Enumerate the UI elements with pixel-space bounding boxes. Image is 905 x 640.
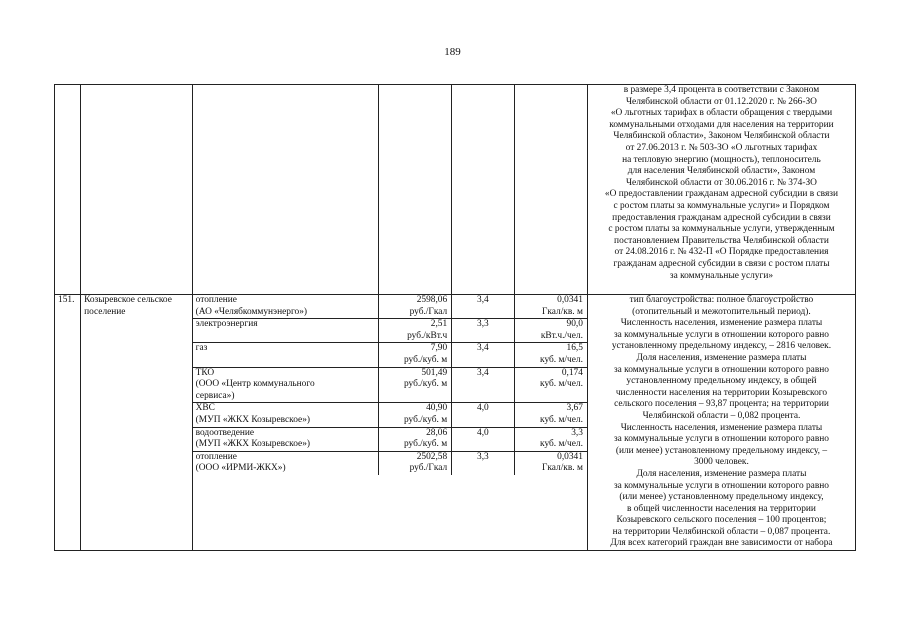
index-value: 3,4 <box>452 343 514 367</box>
norm-value: 16,5 куб. м/чел. <box>514 343 587 367</box>
norm-value: 0,174 куб. м/чел. <box>514 367 587 403</box>
service-name: электроэнергия <box>193 319 379 343</box>
page-number: 189 <box>444 46 461 58</box>
entry-note-cell: тип благоустройства: полное благоустройство (отопительный и межотопительный период). Численность населения, изменение размера платы за коммунальные услуги в отношении которого равно установленному предельному индексу, – 2816 человек. Доля населения, изменение размера платы за коммунальные услуги в отношении которого равно установленному предельному индексу, в общей численности населения на территории Козыревского сельского поселения – 93,87 процента; на территории Челябинской области – 0,082 процента. Численность населения, изменение размера платы за коммунальные услуги в отношении которого равно (или менее) установленному предельному индексу, – 3000 человек. Доля населения, изменение размера платы за коммунальные услуги в отношении которого равно (или менее) установленному предельному индексу, в общей численности населения на территории Козыревского сельского поселения – 100 процентов; на территории Челябинской области – 0,087 процента. Для всех категорий граждан вне зависимости от набора <box>587 295 855 551</box>
cell-empty <box>55 85 81 295</box>
index-value: 3,4 <box>452 295 514 319</box>
service-name: ТКО (ООО «Центр коммунального сервиса») <box>193 367 379 403</box>
cell-empty <box>81 85 193 295</box>
index-value: 4,0 <box>452 403 514 427</box>
services-table <box>193 295 587 475</box>
cell-empty <box>192 85 379 295</box>
norm-value: 3,67 куб. м/чел. <box>514 403 587 427</box>
cell-empty <box>379 85 452 295</box>
service-name: водоотведение (МУП «ЖКХ Козыревское») <box>193 427 379 451</box>
municipality-name: Козыревское сельское поселение <box>81 295 193 551</box>
service-row <box>193 451 587 475</box>
table-row-continuation <box>55 85 856 295</box>
cell-empty <box>514 85 587 295</box>
tariff-value: 2598,06 руб./Гкал <box>379 295 452 319</box>
entry-number: 151. <box>55 295 81 551</box>
tariff-value: 7,90 руб./куб. м <box>379 343 452 367</box>
service-row <box>193 343 587 367</box>
tariff-value: 2,51 руб./кВт.ч <box>379 319 452 343</box>
note-cell: в размере 3,4 процента в соответствии с Законом Челябинской области от 01.12.2020 г. № 266-ЗО «О льготных тарифах в области обращения с твердыми коммунальными отходами для населения на территории Челябинской области», Законом Челябинской области от 27.06.2013 г. № 503-ЗО «О льготных тарифах на тепловую энергию (мощность), теплоноситель для населения Челябинской области», Законом Челябинской области от 30.06.2016 г. № 374-ЗО «О предоставлении гражданам адресной субсидии в связи с ростом платы за коммунальные услуги» и Порядком предоставления гражданам адресной субсидии в связи с ростом платы за коммунальные услуги, утвержденным постановлением Правительства Челябинской области от 24.08.2016 г. № 432-П «О Порядке предоставления гражданам адресной субсидии в связи с ростом платы за коммунальные услуги» <box>587 85 855 295</box>
service-name: отопление (АО «Челябкоммунэнерго») <box>195 295 308 317</box>
tariff-value: 501,49 руб./куб. м <box>379 367 452 403</box>
tariff-value: 40,90 руб./куб. м <box>379 403 452 427</box>
norm-value: 90,0 кВт.ч./чел. <box>514 319 587 343</box>
norm-value: 0,0341 Гкал/кв. м <box>514 451 587 475</box>
index-value: 4,0 <box>452 427 514 451</box>
service-name: газ <box>193 343 379 367</box>
service-row <box>193 427 587 451</box>
index-value: 3,3 <box>452 319 514 343</box>
tariff-table <box>54 84 856 551</box>
index-value: 3,3 <box>452 451 514 475</box>
service-row <box>193 319 587 343</box>
norm-value: 3,3 куб. м/чел. <box>514 427 587 451</box>
service-name: отопление (ООО «ИРМИ-ЖКХ») <box>193 451 379 475</box>
table-row-entry <box>55 295 856 551</box>
service-row <box>193 367 587 403</box>
service-row <box>193 295 587 319</box>
services-cell <box>192 295 587 551</box>
cell-empty <box>452 85 515 295</box>
tariff-value: 28,06 руб./куб. м <box>379 427 452 451</box>
index-value: 3,4 <box>452 367 514 403</box>
norm-value: 0,0341 Гкал/кв. м <box>514 295 587 319</box>
service-row <box>193 403 587 427</box>
tariff-value: 2502,58 руб./Гкал <box>379 451 452 475</box>
service-name: ХВС (МУП «ЖКХ Козыревское») <box>193 403 379 427</box>
